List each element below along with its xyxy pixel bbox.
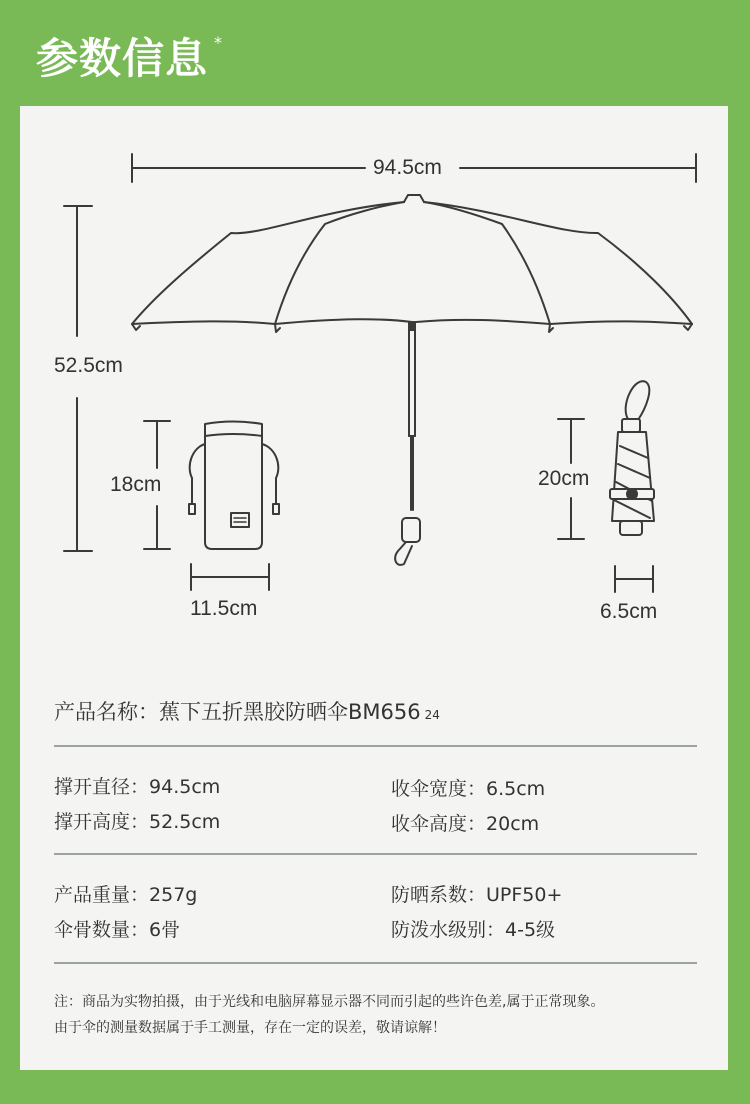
- spec-upf: [391, 880, 562, 907]
- umbrella-width-label: 94.5cm: [373, 156, 442, 179]
- spec-ribs: [54, 915, 180, 942]
- divider: [54, 962, 697, 964]
- spec-water-repellent: [391, 915, 555, 942]
- case-height-label: 18cm: [110, 473, 162, 496]
- divider: [54, 853, 697, 855]
- product-name-value: 蕉下五折黑胶防晒伞BM656: [159, 700, 421, 724]
- product-name-label: 产品名称：: [54, 700, 159, 724]
- spec-label: 伞骨数量：: [54, 919, 150, 941]
- spec-label: 收伞高度：: [391, 813, 487, 835]
- spec-label: 撑开高度：: [54, 811, 150, 833]
- spec-value: 6骨: [149, 919, 181, 941]
- spec-value: 4-5级: [505, 919, 556, 941]
- spec-label: 防泼水级别：: [391, 919, 506, 941]
- spec-value: 52.5cm: [149, 811, 221, 833]
- spec-value: 6.5cm: [486, 778, 546, 800]
- spec-weight: [54, 880, 197, 907]
- dimension-diagram-icon: [20, 106, 728, 666]
- spec-label: 防晒系数：: [391, 884, 487, 906]
- spec-open-diameter: [54, 772, 220, 799]
- spec-open-height: [54, 807, 220, 834]
- spec-panel: [20, 106, 728, 1070]
- umbrella-height-label: 52.5cm: [54, 354, 123, 377]
- spec-value: 94.5cm: [149, 776, 221, 798]
- divider: [54, 745, 697, 747]
- product-name-suffix: 24: [424, 708, 440, 722]
- folded-height-label: 20cm: [538, 467, 590, 490]
- spec-label: 产品重量：: [54, 884, 150, 906]
- spec-value: 257g: [149, 884, 198, 906]
- spec-closed-width: [391, 774, 545, 801]
- spec-closed-height: [391, 809, 539, 836]
- spec-value: 20cm: [486, 813, 540, 835]
- spec-value: UPF50+: [486, 884, 563, 906]
- spec-label: 收伞宽度：: [391, 778, 487, 800]
- title-asterisk: *: [214, 33, 222, 52]
- page-title: 参数信息: [36, 34, 209, 83]
- folded-width-label: 6.5cm: [600, 600, 658, 623]
- note-line: 注：商品为实物拍摄，由于光线和电脑屏幕显示器不同而引起的些许色差,属于正常现象。: [54, 994, 605, 1010]
- spec-label: 撑开直径：: [54, 776, 150, 798]
- product-name-row: [54, 696, 440, 726]
- case-width-label: 11.5cm: [190, 597, 258, 620]
- note-line: 由于伞的测量数据属于手工测量，存在一定的误差，敬请谅解！: [54, 1020, 446, 1036]
